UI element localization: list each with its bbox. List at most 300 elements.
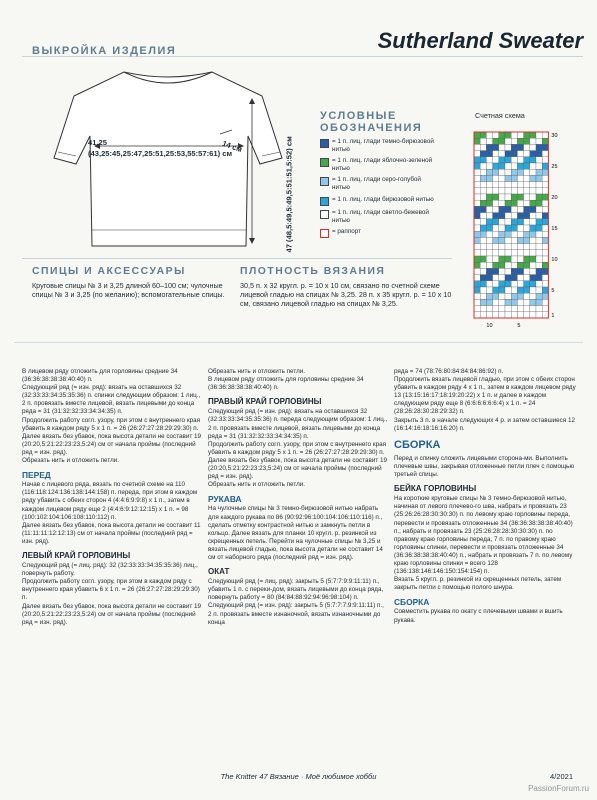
chart-cell <box>542 194 548 200</box>
chart-cell <box>542 244 548 250</box>
legend-text: = 1 п. лиц. глади светло-бежевой нитью <box>332 208 429 224</box>
chart-cell <box>505 231 511 237</box>
chart-cell <box>517 312 523 318</box>
chart-cell <box>493 169 499 175</box>
chart-cell <box>517 268 523 274</box>
chart-cell <box>486 188 492 194</box>
chart-cell <box>493 237 499 243</box>
chart-cell <box>524 299 530 305</box>
chart-cell <box>542 163 548 169</box>
chart-cell <box>499 250 505 256</box>
chart-cell <box>474 219 480 225</box>
chart-cell <box>530 182 536 188</box>
chart-cell <box>499 169 505 175</box>
chart-cell <box>486 225 492 231</box>
paragraph: Далее вязать без убавок, пока высота детали не составит 19 (20:20,5:21:22:23:23,5:24) см от начала проймы (последний ряд = изн. ряд). <box>22 432 202 456</box>
gauge-text: 30,5 п. х 32 кругл. р. = 10 х 10 см, связано по счетной схеме лицевой гладью на спицах № 3,25. 28 п. х 35 кругл. р. = 10 х 10 см, связано лицевой гладью на спицах № 3,25. <box>240 281 452 308</box>
chart-cell <box>511 312 517 318</box>
paragraph: Перед и спинку сложить лицевыми сторона-ми. Выполнить плечевые швы, закрывая отложенные петли плеч с помощью третьей спицы. <box>394 454 575 479</box>
chart-cell <box>536 182 542 188</box>
chart-cell <box>517 200 523 206</box>
chart-cell <box>493 225 499 231</box>
chart-cell <box>542 275 548 281</box>
instructions-column-2 <box>208 368 388 627</box>
chart-cell <box>517 299 523 305</box>
chart-cell <box>524 231 530 237</box>
chart-cell <box>524 262 530 268</box>
chart-cell <box>480 157 486 163</box>
chart-cell <box>530 219 536 225</box>
chart-cell <box>517 132 523 138</box>
chart-col-number: 10 <box>486 323 493 329</box>
section-heading-right-neck: ПРАВЫЙ КРАЙ ГОРЛОВИНЫ <box>208 397 322 407</box>
chart-cell <box>524 213 530 219</box>
instructions-column-3 <box>394 368 576 625</box>
chart-cell <box>499 281 505 287</box>
chart-cell <box>511 225 517 231</box>
chart-cell <box>486 213 492 219</box>
chart-cell <box>511 262 517 268</box>
chart-cell <box>486 287 492 293</box>
chart-cell <box>517 213 523 219</box>
chart-cell <box>524 169 530 175</box>
chart-cell <box>474 138 480 144</box>
chart-cell <box>480 281 486 287</box>
legend-text: = 1 п. лиц. глади темно-бирюзовой нитью <box>332 138 434 154</box>
chart-cell <box>542 256 548 262</box>
chart-cell <box>499 237 505 243</box>
chart-cell <box>542 188 548 194</box>
chart-cell <box>493 306 499 312</box>
chart-cell <box>536 244 542 250</box>
chart-cell <box>505 287 511 293</box>
chart-cell <box>486 262 492 268</box>
chart-cell <box>530 138 536 144</box>
chart-cell <box>517 287 523 293</box>
chart-cell <box>480 188 486 194</box>
chart-cell <box>499 188 505 194</box>
chart-cell <box>517 219 523 225</box>
chart-cell <box>499 206 505 212</box>
chart-cell <box>505 293 511 299</box>
section-heading-assembly: СБОРКА <box>394 438 441 451</box>
watermark: PassionForum.ru <box>528 784 589 793</box>
chart-cell <box>486 194 492 200</box>
chart-cell <box>511 281 517 287</box>
chart-cell <box>542 287 548 293</box>
chart-cell <box>486 169 492 175</box>
chart-cell <box>505 132 511 138</box>
gauge-heading: ПЛОТНОСТЬ ВЯЗАНИЯ <box>240 266 386 277</box>
chart-cell <box>480 175 486 181</box>
legend-item-repeat <box>320 228 440 238</box>
chart-cell <box>486 312 492 318</box>
chart-cell <box>486 132 492 138</box>
chart-cell <box>480 163 486 169</box>
swatch-grey-blue <box>320 177 329 186</box>
chart-row-number: 5 <box>551 288 555 295</box>
chart-cell <box>517 163 523 169</box>
footer-text: The Knitter 47 Вязание · Моё любимое хобби <box>220 772 377 781</box>
legend-item-turquoise <box>320 196 440 206</box>
chart-cell <box>542 268 548 274</box>
chart-cell <box>474 306 480 312</box>
chart-cell <box>493 151 499 157</box>
chart-cell <box>493 275 499 281</box>
chart-label: Счетная схема <box>475 111 525 120</box>
chart-cell <box>499 225 505 231</box>
chart-cell <box>493 299 499 305</box>
tools-section <box>32 266 232 299</box>
chart-cell <box>486 293 492 299</box>
chart-cell <box>480 299 486 305</box>
chart-cell <box>536 306 542 312</box>
chart-cell <box>530 250 536 256</box>
chart-cell <box>493 281 499 287</box>
chart-cell <box>505 206 511 212</box>
chart-cell <box>517 225 523 231</box>
chart-cell <box>524 194 530 200</box>
chart-cell <box>505 169 511 175</box>
sleeve-measurement: 14 см <box>221 138 244 155</box>
legend-item-beige <box>320 209 440 225</box>
chart-cell <box>511 151 517 157</box>
chart-cell <box>536 312 542 318</box>
paragraph: На чулочные спицы № 3 темно-бирюзовой нитью набрать для каждого рукава по 86 (90:92:96:100:104:106:110:116) п., сделать отметку контрастной нитью и замкнуть петли в кольцо. Далее вязать для планки 10 кругл. р. резинкой из скрещенных петель. Перейти на чулочные спицы № 3,25 и вязать лицевой гладью, пока высота детали не составит 14 см от наборного ряда (последний ряд = изн. ряд). <box>208 505 383 561</box>
chart-cell <box>474 287 480 293</box>
chart-cell <box>480 213 486 219</box>
chart-cell <box>511 213 517 219</box>
chart-cell <box>505 163 511 169</box>
chart-cell <box>499 312 505 318</box>
chart-cell <box>530 312 536 318</box>
chart-cell <box>542 175 548 181</box>
legend-item-apple-green <box>320 157 440 173</box>
chart-cell <box>499 306 505 312</box>
chart-cell <box>517 182 523 188</box>
chart-cell <box>499 175 505 181</box>
chart-cell <box>542 262 548 268</box>
chart-cell <box>474 268 480 274</box>
chart-cell <box>511 175 517 181</box>
chart-cell <box>493 182 499 188</box>
chart-cell <box>517 306 523 312</box>
width-measurement: 41,25 (43,25:45,25:47,25:51,25:53,55:57:61) см <box>88 138 233 158</box>
chart-cell <box>530 275 536 281</box>
paragraph: Следующий ряд (= лиц. ряд): закрыть 5 (5:7:7:9:9:11:11) п., убавить 1 п. с переки-дом, вязать лицевыми до конца ряда, повернуть работу = 80 (84:84:88:92:94:96:98:104) п. <box>208 578 384 602</box>
chart-cell <box>505 237 511 243</box>
chart-cell <box>474 188 480 194</box>
paragraph: Продолжить вязать лицевой гладью, при этом с обеих сторон убавить в каждом ряду 4 х 1 п., затем в каждом лицевом ряду 13 (13:15:16:17:18:19:20:22) х 1 п. и далее в каждом следующем ряду еще 8 (6:6:6:6:6:6:4) х 1 п. = 24 (28:26:28:30:28:29:32) п. <box>394 376 576 416</box>
chart-cell <box>536 225 542 231</box>
chart-cell <box>499 244 505 250</box>
chart-cell <box>493 188 499 194</box>
chart-cell <box>480 256 486 262</box>
chart-cell <box>517 138 523 144</box>
chart-cell <box>499 268 505 274</box>
chart-cell <box>536 281 542 287</box>
chart-cell <box>480 151 486 157</box>
chart-cell <box>480 132 486 138</box>
chart-cell <box>486 268 492 274</box>
chart-cell <box>530 151 536 157</box>
paragraph: Следующий ряд (= изн. ряд): вязать на оставшихся 32 (32:33:33:34:35:35:36) п. переда следующим образом: 1 лиц., 2 п. провязать вместе лицевой, вязать лицевыми до конца ряда = 31 (31:32:32:33:34:34:35) п. <box>208 408 388 440</box>
chart-cell <box>505 281 511 287</box>
chart-cell <box>493 250 499 256</box>
chart-cell <box>536 231 542 237</box>
chart-cell <box>536 256 542 262</box>
chart-cell <box>511 268 517 274</box>
section-heading-sleeves: РУКАВА <box>208 494 242 505</box>
chart-cell <box>536 268 542 274</box>
chart-cell <box>536 138 542 144</box>
chart-cell <box>530 256 536 262</box>
body-rule <box>14 342 583 343</box>
chart-cell <box>486 206 492 212</box>
chart-cell <box>530 293 536 299</box>
chart-cell <box>493 268 499 274</box>
paragraph: Продолжить работу согл. узору, при этом в каждом ряду с внутреннего края убавить 6 х 1 п. = 26 (26:27:27:28:29:29:30) п. <box>22 578 200 602</box>
chart-cell <box>486 157 492 163</box>
legend-text: = 1 п. лиц. глади бирюзовой нитью <box>332 195 434 203</box>
chart-cell <box>542 138 548 144</box>
magazine-title: Sutherland Sweater <box>377 28 583 53</box>
chart-cell <box>511 144 517 150</box>
chart-cell <box>474 275 480 281</box>
chart-cell <box>530 287 536 293</box>
chart-cell <box>493 231 499 237</box>
paragraph: ряда = 74 (78:76:80:84:84:84:86:92) п. <box>394 368 504 375</box>
chart-cell <box>493 312 499 318</box>
chart-cell <box>499 275 505 281</box>
chart-cell <box>536 194 542 200</box>
legend-text: = раппорт <box>332 227 362 235</box>
chart-cell <box>486 237 492 243</box>
chart-cell <box>524 157 530 163</box>
chart-cell <box>505 306 511 312</box>
section-heading-assembly-2: СБОРКА <box>394 597 430 608</box>
chart-cell <box>493 144 499 150</box>
section-rule <box>22 258 452 259</box>
paragraph: Обрезать нить и отложить петли. <box>208 481 306 489</box>
chart-cell <box>486 256 492 262</box>
chart-cell <box>511 200 517 206</box>
chart-cell <box>486 163 492 169</box>
chart-cell <box>542 299 548 305</box>
chart-cell <box>542 144 548 150</box>
chart-cell <box>511 169 517 175</box>
chart-cell <box>474 299 480 305</box>
paragraph: Вязать 5 кругл. р. резинкой из скрещенных петель, затем закрыть петли с помощью полого шнура. <box>394 576 562 592</box>
chart-cell <box>511 287 517 293</box>
chart-cell <box>530 157 536 163</box>
chart-cell <box>542 225 548 231</box>
issue-number: 4/2021 <box>550 772 573 781</box>
chart-cell <box>493 175 499 181</box>
chart-cell <box>524 151 530 157</box>
chart-cell <box>511 194 517 200</box>
chart-cell <box>499 151 505 157</box>
chart-cell <box>517 194 523 200</box>
chart-cell <box>505 175 511 181</box>
chart-cell <box>511 299 517 305</box>
paragraph: Продолжить работу согл. узору, при этом с внутреннего края убавить в каждом ряду 5 х 1 п. = 26 (26:27:27:28:29:29:30) п. <box>208 440 386 456</box>
chart-cell <box>505 250 511 256</box>
chart-cell <box>474 175 480 181</box>
colorwork-chart <box>470 124 560 329</box>
chart-cell <box>499 157 505 163</box>
chart-cell <box>474 231 480 237</box>
chart-cell <box>536 299 542 305</box>
chart-cell <box>474 225 480 231</box>
chart-cell <box>480 244 486 250</box>
chart-cell <box>480 144 486 150</box>
chart-cell <box>511 275 517 281</box>
paragraph: Далее вязать без убавок, пока высота детали не составит 19 (20:20,5:21:22:23:23,5:24) см от начала проймы (последний ряд = изн. ряд). <box>22 602 202 626</box>
chart-cell <box>493 219 499 225</box>
chart-row-number: 30 <box>551 133 558 140</box>
length-measurement: 47 (48,5:49,5:49,5:51:51,5:52) см <box>284 136 294 253</box>
chart-cell <box>530 206 536 212</box>
chart-cell <box>524 138 530 144</box>
chart-cell <box>511 306 517 312</box>
chart-cell <box>480 219 486 225</box>
legend-item-dark-teal <box>320 138 440 154</box>
chart-cell <box>536 250 542 256</box>
chart-cell <box>480 225 486 231</box>
chart-cell <box>511 219 517 225</box>
chart-cell <box>524 144 530 150</box>
chart-cell <box>493 200 499 206</box>
legend-item-grey-blue <box>320 176 440 192</box>
chart-cell <box>517 144 523 150</box>
chart-cell <box>499 132 505 138</box>
chart-cell <box>480 287 486 293</box>
chart-cell <box>486 275 492 281</box>
chart-cell <box>486 299 492 305</box>
chart-cell <box>517 244 523 250</box>
chart-cell <box>517 206 523 212</box>
chart-cell <box>542 206 548 212</box>
paragraph: Следующий ряд (= лиц. ряд): 32 (32:33:33:34:35:35:36) лиц., повернуть работу. <box>22 562 198 578</box>
chart-cell <box>536 275 542 281</box>
chart-cell <box>530 268 536 274</box>
paragraph: Совместить рукава по окату с плечевыми швами и вшить рукава. <box>394 608 563 624</box>
chart-cell <box>536 144 542 150</box>
chart-cell <box>536 237 542 243</box>
swatch-beige <box>320 210 329 219</box>
chart-cell <box>493 244 499 250</box>
chart-cell <box>536 188 542 194</box>
chart-cell <box>480 293 486 299</box>
chart-cell <box>524 237 530 243</box>
chart-cell <box>524 132 530 138</box>
chart-cell <box>536 163 542 169</box>
chart-cell <box>505 225 511 231</box>
chart-cell <box>505 157 511 163</box>
chart-cell <box>536 169 542 175</box>
chart-cell <box>499 163 505 169</box>
chart-cell <box>505 312 511 318</box>
chart-cell <box>493 163 499 169</box>
chart-row-number: 20 <box>551 195 558 202</box>
chart-cell <box>517 157 523 163</box>
chart-cell <box>524 268 530 274</box>
paragraph: Следующий ряд (= изн. ряд): вязать на оставшихся 32 (32:33:33:34:35:35:36) п. спинки следующим образом: 1 лиц., 2 п. провязать вместе лицевой, вязать лицевыми до конца ряда = 31 (31:32:32:33:34:34:35) п. <box>22 384 201 416</box>
chart-cell <box>474 151 480 157</box>
chart-cell <box>486 151 492 157</box>
chart-cell <box>517 169 523 175</box>
chart-cell <box>474 262 480 268</box>
chart-cell <box>499 262 505 268</box>
gauge-section <box>240 266 452 308</box>
chart-cell <box>480 312 486 318</box>
chart-cell <box>499 287 505 293</box>
chart-cell <box>511 188 517 194</box>
chart-cell <box>542 312 548 318</box>
chart-cell <box>499 293 505 299</box>
chart-cell <box>524 182 530 188</box>
chart-cell <box>524 206 530 212</box>
chart-cell <box>524 225 530 231</box>
chart-cell <box>505 138 511 144</box>
chart-cell <box>480 306 486 312</box>
chart-cell <box>530 213 536 219</box>
chart-cell <box>474 144 480 150</box>
chart-cell <box>493 256 499 262</box>
tools-text: Круговые спицы № 3 и 3,25 длиной 60–100 см; чулочные спицы № 3 и 3,25 (по желанию); вспомогательные спицы. <box>32 281 225 299</box>
chart-cell <box>517 231 523 237</box>
chart-cell <box>530 231 536 237</box>
swatch-dark-teal <box>320 139 329 148</box>
chart-cell <box>499 144 505 150</box>
chart-cell <box>524 219 530 225</box>
chart-cell <box>530 299 536 305</box>
chart-cell <box>486 244 492 250</box>
chart-cell <box>486 144 492 150</box>
chart-cell <box>536 132 542 138</box>
chart-cell <box>493 213 499 219</box>
pattern-heading: ВЫКРОЙКА ИЗДЕЛИЯ <box>32 45 177 57</box>
chart-cell <box>524 293 530 299</box>
chart-cell <box>480 206 486 212</box>
chart-cell <box>505 299 511 305</box>
paragraph: Далее вязать без убавок, пока высота детали не составит 11 (11:11:11:12:12:13) см от начала проймы (последний ряд = изн. ряд). <box>22 521 201 545</box>
chart-cell <box>505 144 511 150</box>
paragraph: Продолжить работу согл. узору, при этом с внутреннего края убавить в каждом ряду 5 х 1 п. = 26 (26:27:27:28:29:29:30) п. <box>22 416 200 432</box>
chart-cell <box>480 231 486 237</box>
chart-cell <box>542 169 548 175</box>
chart-cell <box>517 262 523 268</box>
chart-cell <box>474 256 480 262</box>
chart-cell <box>536 293 542 299</box>
tools-heading: СПИЦЫ И АКСЕССУАРЫ <box>32 266 186 277</box>
chart-cell <box>542 293 548 299</box>
paragraph: На короткие круговые спицы № 3 темно-бирюзовой нитью, начиная от левого плечево-го шва, набрать и провязать 23 (25:26:26:28:30:30:30) п. по левому краю горловины переда, перевести и провязать отложенные 34 (36:36:38:38:38:40:40) п., набрать и провязать 23 (25:26:28:28:30:30:30) п. по правому краю горловины переда, 7 п. по правому краю горловины спинки, перевести и провязать отложенные 34 (36:36:38:38:38:40:40) п., набрать и провязать 7 п. по левому краю горловины спинки = всего 128 (136:138:146:146:150:154:154) п. <box>394 495 573 576</box>
chart-cell <box>480 182 486 188</box>
section-heading-okat: ОКАТ <box>208 567 230 577</box>
chart-cell <box>505 256 511 262</box>
chart-cell <box>536 151 542 157</box>
legend-text: = 1 п. лиц. глади яблочно-зеленой нитью <box>332 157 433 173</box>
chart-cell <box>493 194 499 200</box>
chart-cell <box>542 281 548 287</box>
chart-cell <box>524 306 530 312</box>
chart-cell <box>536 213 542 219</box>
chart-cell <box>542 237 548 243</box>
swatch-repeat <box>320 229 329 238</box>
chart-row-number: 15 <box>551 226 558 233</box>
